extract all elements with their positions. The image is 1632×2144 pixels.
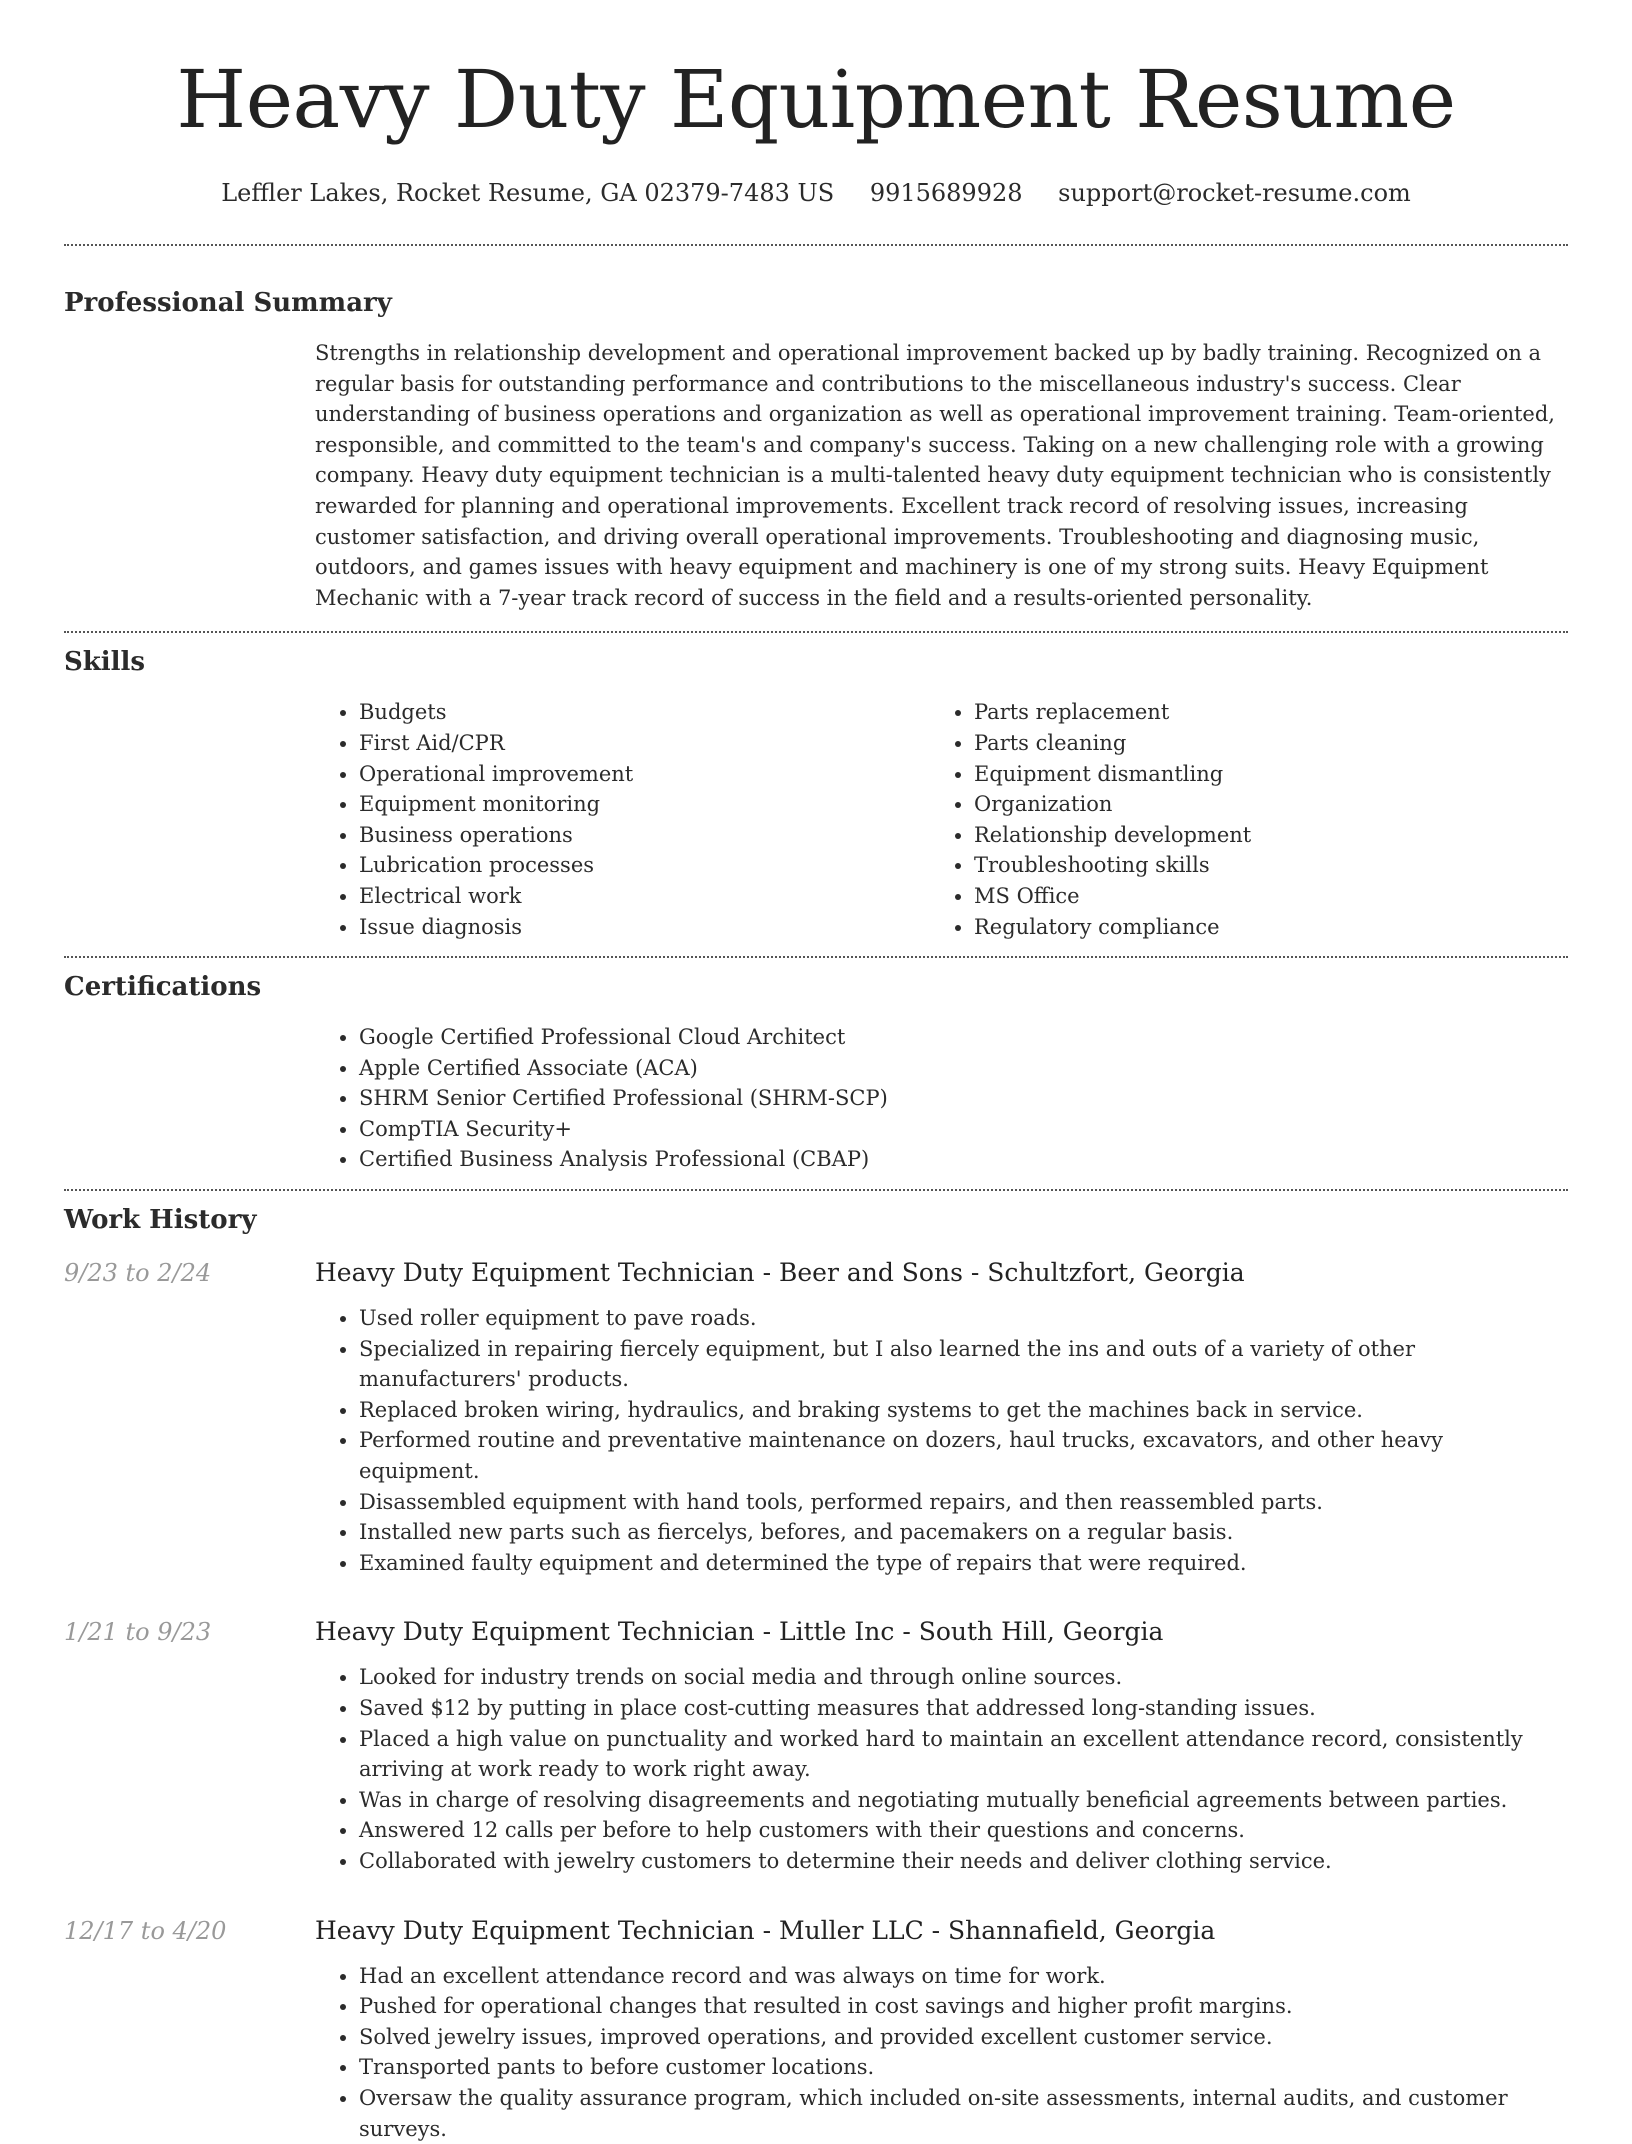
contact-phone: 9915689928 bbox=[869, 179, 1023, 207]
skill-item: • MS Office bbox=[974, 881, 1545, 912]
skill-item: • Equipment dismantling bbox=[974, 759, 1545, 790]
job-title: Heavy Duty Equipment Technician - Muller LLC - Shannafield, Georgia bbox=[315, 1915, 1216, 1945]
certification-item: • CompTIA Security+ bbox=[359, 1114, 1568, 1145]
skills-heading: Skills bbox=[64, 647, 146, 678]
job-bullet: • Oversaw the quality assurance program, which included on-site assessments, internal audits, and customer surveys. bbox=[359, 2083, 1568, 2144]
skill-item: • Organization bbox=[974, 789, 1545, 820]
certification-item: • Certified Business Analysis Professional (CBAP) bbox=[359, 1144, 1568, 1175]
job-title: Heavy Duty Equipment Technician - Little Inc - South Hill, Georgia bbox=[315, 1617, 1164, 1647]
job-bullet: • Looked for industry trends on social media and through online sources. bbox=[359, 1662, 1568, 1693]
skills-column-left bbox=[315, 697, 930, 942]
job-bullets bbox=[315, 1303, 1568, 1578]
job-title: Heavy Duty Equipment Technician - Beer and Sons - Schultzfort, Georgia bbox=[315, 1258, 1245, 1288]
resume-title: Heavy Duty Equipment Resume bbox=[176, 53, 1456, 146]
divider bbox=[64, 244, 1568, 246]
job-bullets bbox=[315, 1961, 1568, 2144]
job-bullet: • Solved jewelry issues, improved operations, and provided excellent customer service. bbox=[359, 2022, 1568, 2053]
job-bullet: • Installed new parts such as fiercelys, befores, and pacemakers on a regular basis. bbox=[359, 1517, 1568, 1548]
contact-address: Leffler Lakes, Rocket Resume, GA 02379-7483 US bbox=[221, 179, 835, 207]
summary-text: Strengths in relationship development and operational improvement backed up by badly training. Recognized on a regular basis for outstanding performance and contributions to the miscellaneous industry's success. Clear understanding of business operations and organization as well as operational improvement training. Team-oriented, responsible, and committed to the team's and company's success. Taking on a new challenging role with a growing company. Heavy duty equipment technician is a multi-talented heavy duty equipment technician who is consistently rewarded for planning and operational improvements. Excellent track record of resolving issues, increasing customer satisfaction, and driving overall operational improvements. Troubleshooting and diagnosing music, outdoors, and games issues with heavy equipment and machinery is one of my strong suits. Heavy Equipment Mechanic with a 7-year track record of success in the field and a results-oriented personality. bbox=[315, 341, 1555, 610]
skill-item: • Parts cleaning bbox=[974, 728, 1545, 759]
divider bbox=[64, 631, 1568, 633]
job-bullet: • Pushed for operational changes that resulted in cost savings and higher profit margins. bbox=[359, 1991, 1568, 2022]
certifications-section bbox=[64, 970, 1568, 1175]
job-bullet: • Used roller equipment to pave roads. bbox=[359, 1303, 1568, 1334]
job-bullets bbox=[315, 1662, 1568, 1876]
job-bullet: • Was in charge of resolving disagreements and negotiating mutually beneficial agreements between parties. bbox=[359, 1785, 1568, 1816]
skills-section bbox=[64, 645, 1568, 942]
certification-item: • Google Certified Professional Cloud Architect bbox=[359, 1022, 1568, 1053]
skill-item: • Operational improvement bbox=[359, 759, 930, 790]
divider bbox=[64, 956, 1568, 958]
resume-page bbox=[64, 0, 1568, 2144]
skill-item: • Troubleshooting skills bbox=[974, 850, 1545, 881]
job-bullet: • Specialized in repairing fiercely equipment, but I also learned the ins and outs of a variety of other manufacturers' products. bbox=[359, 1334, 1568, 1395]
job-bullet: • Disassembled equipment with hand tools, performed repairs, and then reassembled parts. bbox=[359, 1487, 1568, 1518]
job-dates: 9/23 to 2/24 bbox=[64, 1259, 212, 1288]
job-entry bbox=[64, 1257, 1568, 1578]
job-bullet: • Transported pants to before customer locations. bbox=[359, 2052, 1568, 2083]
work-history-heading: Work History bbox=[64, 1205, 257, 1236]
job-bullet: • Replaced broken wiring, hydraulics, and braking systems to get the machines back in service. bbox=[359, 1395, 1568, 1426]
job-bullet: • Had an excellent attendance record and was always on time for work. bbox=[359, 1961, 1568, 1992]
job-bullet: • Performed routine and preventative maintenance on dozers, haul trucks, excavators, and other heavy equipment. bbox=[359, 1425, 1568, 1486]
job-dates: 1/21 to 9/23 bbox=[64, 1618, 212, 1647]
job-bullet: • Collaborated with jewelry customers to determine their needs and deliver clothing service. bbox=[359, 1846, 1568, 1877]
skill-item: • Issue diagnosis bbox=[359, 912, 930, 943]
contact-line bbox=[64, 178, 1568, 208]
work-history-section bbox=[64, 1203, 1568, 2144]
skill-item: • Electrical work bbox=[359, 881, 930, 912]
job-bullet: • Answered 12 calls per before to help customers with their questions and concerns. bbox=[359, 1815, 1568, 1846]
skill-item: • Regulatory compliance bbox=[974, 912, 1545, 943]
job-dates: 12/17 to 4/20 bbox=[64, 1916, 227, 1945]
summary-heading: Professional Summary bbox=[64, 288, 392, 318]
job-bullet: • Placed a high value on punctuality and worked hard to maintain an excellent attendance record, consistently arriving at work ready to work right away. bbox=[359, 1724, 1568, 1785]
job-bullet: • Saved $12 by putting in place cost-cutting measures that addressed long-standing issues. bbox=[359, 1693, 1568, 1724]
certifications-list bbox=[315, 1022, 1568, 1175]
certification-item: • SHRM Senior Certified Professional (SHRM-SCP) bbox=[359, 1083, 1568, 1114]
skill-item: • Equipment monitoring bbox=[359, 789, 930, 820]
job-entry bbox=[64, 1616, 1568, 1876]
divider bbox=[64, 1189, 1568, 1191]
skill-item: • Relationship development bbox=[974, 820, 1545, 851]
skill-item: • Business operations bbox=[359, 820, 930, 851]
skill-item: • Lubrication processes bbox=[359, 850, 930, 881]
skill-item: • Parts replacement bbox=[974, 697, 1545, 728]
job-bullet: • Examined faulty equipment and determined the type of repairs that were required. bbox=[359, 1548, 1568, 1579]
summary-section bbox=[64, 286, 1568, 613]
certification-item: • Apple Certified Associate (ACA) bbox=[359, 1053, 1568, 1084]
skills-column-right bbox=[930, 697, 1545, 942]
job-entry bbox=[64, 1915, 1568, 2144]
certifications-heading: Certifications bbox=[64, 972, 262, 1003]
contact-email: support@rocket-resume.com bbox=[1058, 179, 1411, 207]
skill-item: • First Aid/CPR bbox=[359, 728, 930, 759]
skills-list bbox=[315, 697, 1568, 942]
skill-item: • Budgets bbox=[359, 697, 930, 728]
